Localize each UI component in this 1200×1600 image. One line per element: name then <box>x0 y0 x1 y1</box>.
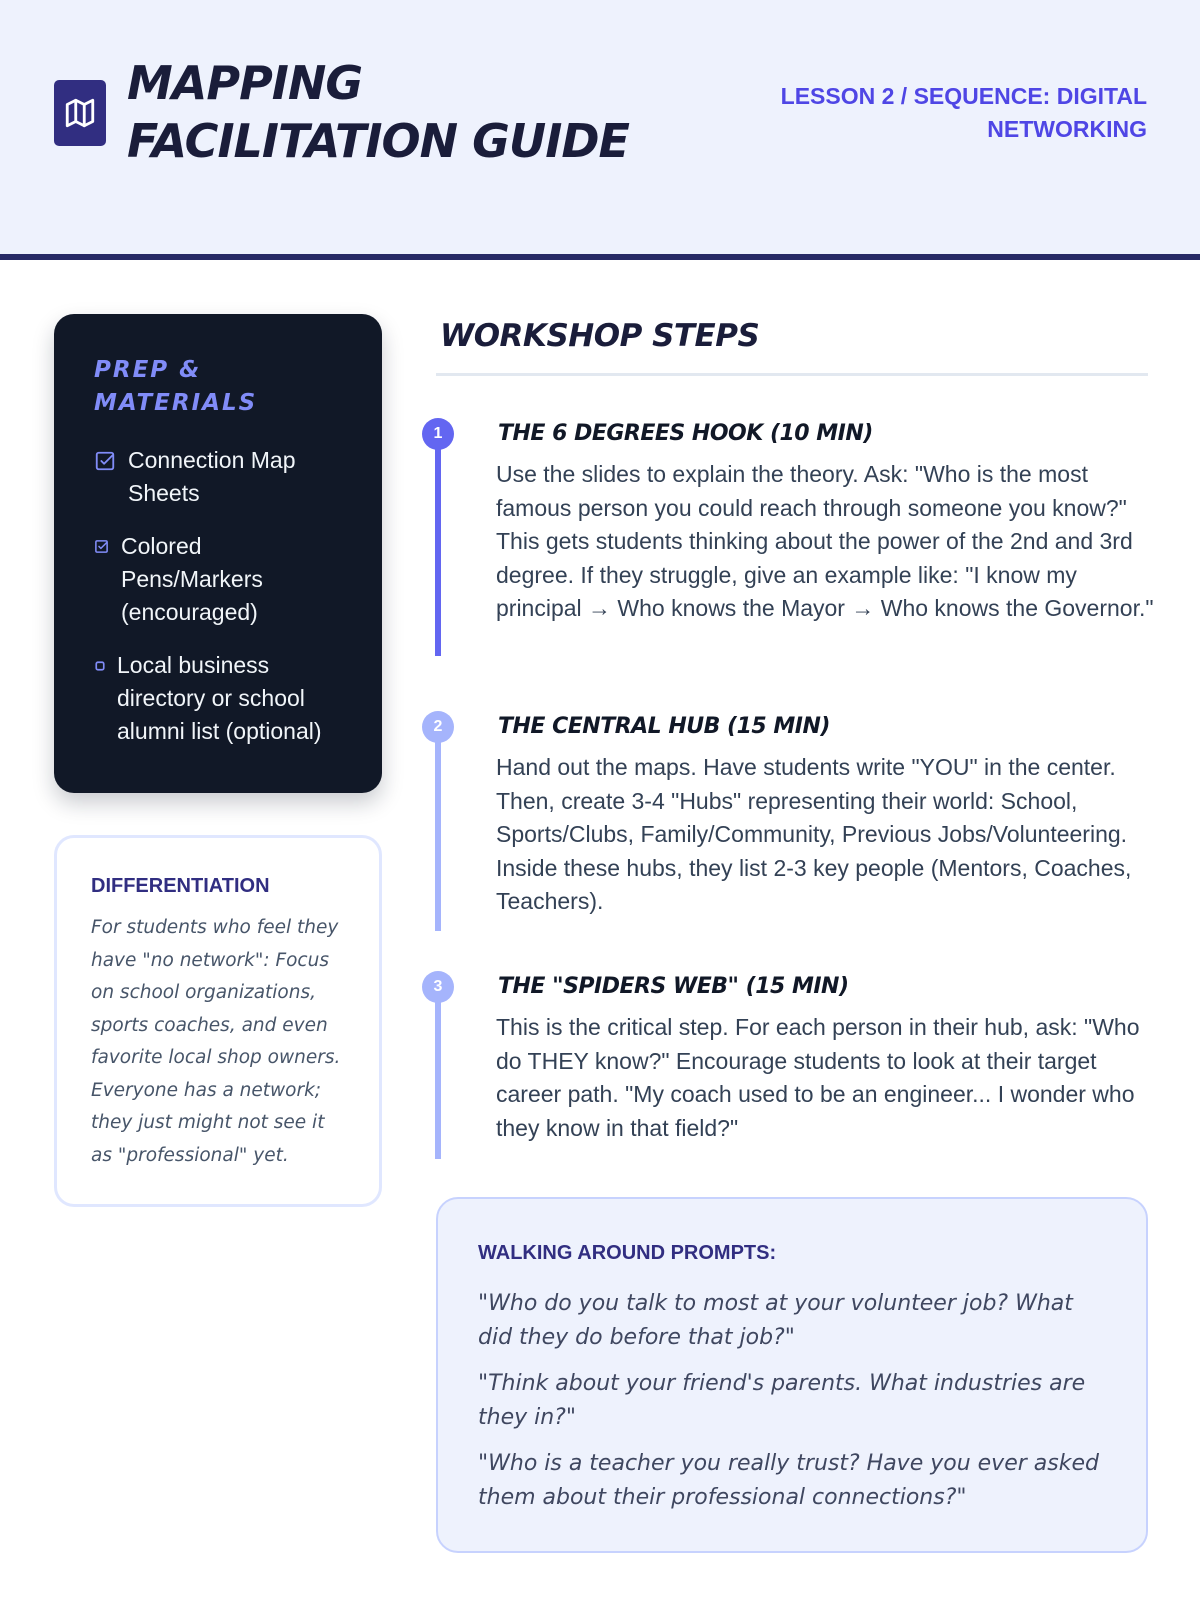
step-body: Use the slides to explain the theory. Ask: "Who is the most famous person you could reach through someone you know?" This gets students thinking about the power of the 2nd and 3rd degree. If they struggle, give an example like: "I know my principal → Who knows the Mayor → Who knows the Governor." <box>496 461 1154 621</box>
prep-materials-card <box>54 314 382 793</box>
step-title: THE 6 DEGREES HOOK (10 MIN) <box>498 421 873 446</box>
step-title: THE CENTRAL HUB (15 MIN) <box>498 714 830 739</box>
prep-item <box>94 444 344 510</box>
step-number-badge: 2 <box>422 711 454 743</box>
prep-list <box>94 444 344 748</box>
step-title: THE "SPIDERS WEB" (15 MIN) <box>498 974 849 999</box>
page-header <box>0 0 1200 260</box>
page-title <box>127 54 747 170</box>
lesson-label: LESSON 2 / SEQUENCE: DIGITAL NETWORKING <box>780 83 1147 142</box>
prompt-list <box>478 1287 1106 1514</box>
prompt-item: "Who do you talk to most at your volunteer job? What did they do before that job?" <box>478 1291 1073 1350</box>
prompts-title: WALKING AROUND PROMPTS: <box>478 1242 777 1264</box>
workshop-step <box>420 971 1150 1149</box>
checkbox-icon <box>94 444 128 477</box>
map-icon <box>63 96 97 130</box>
workshop-step <box>420 418 1154 658</box>
prep-item-label: Local business directory or school alumni list (optional) <box>117 652 322 744</box>
checkbox-icon <box>94 530 121 563</box>
step-body: Hand out the maps. Have students write "YOU" in the center. Then, create 3-4 "Hubs" representing their world: School, Sports/Clubs, Family/Community, Previous Jobs/Volunteering. Inside these hubs, they list 2-3 key people (Mentors, Coaches, Teachers). <box>496 754 1132 914</box>
workshop-steps-title: WORKSHOP STEPS <box>440 318 760 354</box>
title-line-2: FACILITATION GUIDE <box>127 114 629 168</box>
prompt-item: "Think about your friend's parents. What industries are they in?" <box>478 1371 1086 1430</box>
differentiation-card <box>54 835 382 1207</box>
step-timeline-line <box>435 985 441 1159</box>
prep-item-label: Colored Pens/Markers (encouraged) <box>121 533 263 625</box>
section-divider <box>436 373 1148 376</box>
prep-item <box>94 649 344 748</box>
bullet-icon <box>94 649 117 682</box>
prep-item <box>94 530 344 629</box>
step-body: This is the critical step. For each person in their hub, ask: "Who do THEY know?" Encourage students to look at their target career path. "My coach used to be an engineer... I wonder who they know in that field?" <box>496 1014 1140 1141</box>
prep-title: PREP & MATERIALS <box>94 357 258 416</box>
workshop-step <box>420 711 1150 921</box>
differentiation-title: DIFFERENTIATION <box>91 875 270 897</box>
step-timeline-line <box>435 432 441 656</box>
prompt-item: "Who is a teacher you really trust? Have you ever asked them about their professional connections?" <box>478 1451 1099 1510</box>
step-number-badge: 3 <box>422 971 454 1003</box>
step-timeline-line <box>435 725 441 931</box>
prep-item-label: Connection Map Sheets <box>128 447 296 506</box>
step-number-badge: 1 <box>422 418 454 450</box>
logo <box>54 80 106 146</box>
title-line-1: MAPPING <box>127 56 363 110</box>
walking-around-prompts-box <box>436 1197 1148 1553</box>
differentiation-body: For students who feel they have "no network": Focus on school organizations, sports coaches, and even favorite local shop owners. Everyone has a network; they just might not see it as "professional" yet. <box>91 917 341 1166</box>
